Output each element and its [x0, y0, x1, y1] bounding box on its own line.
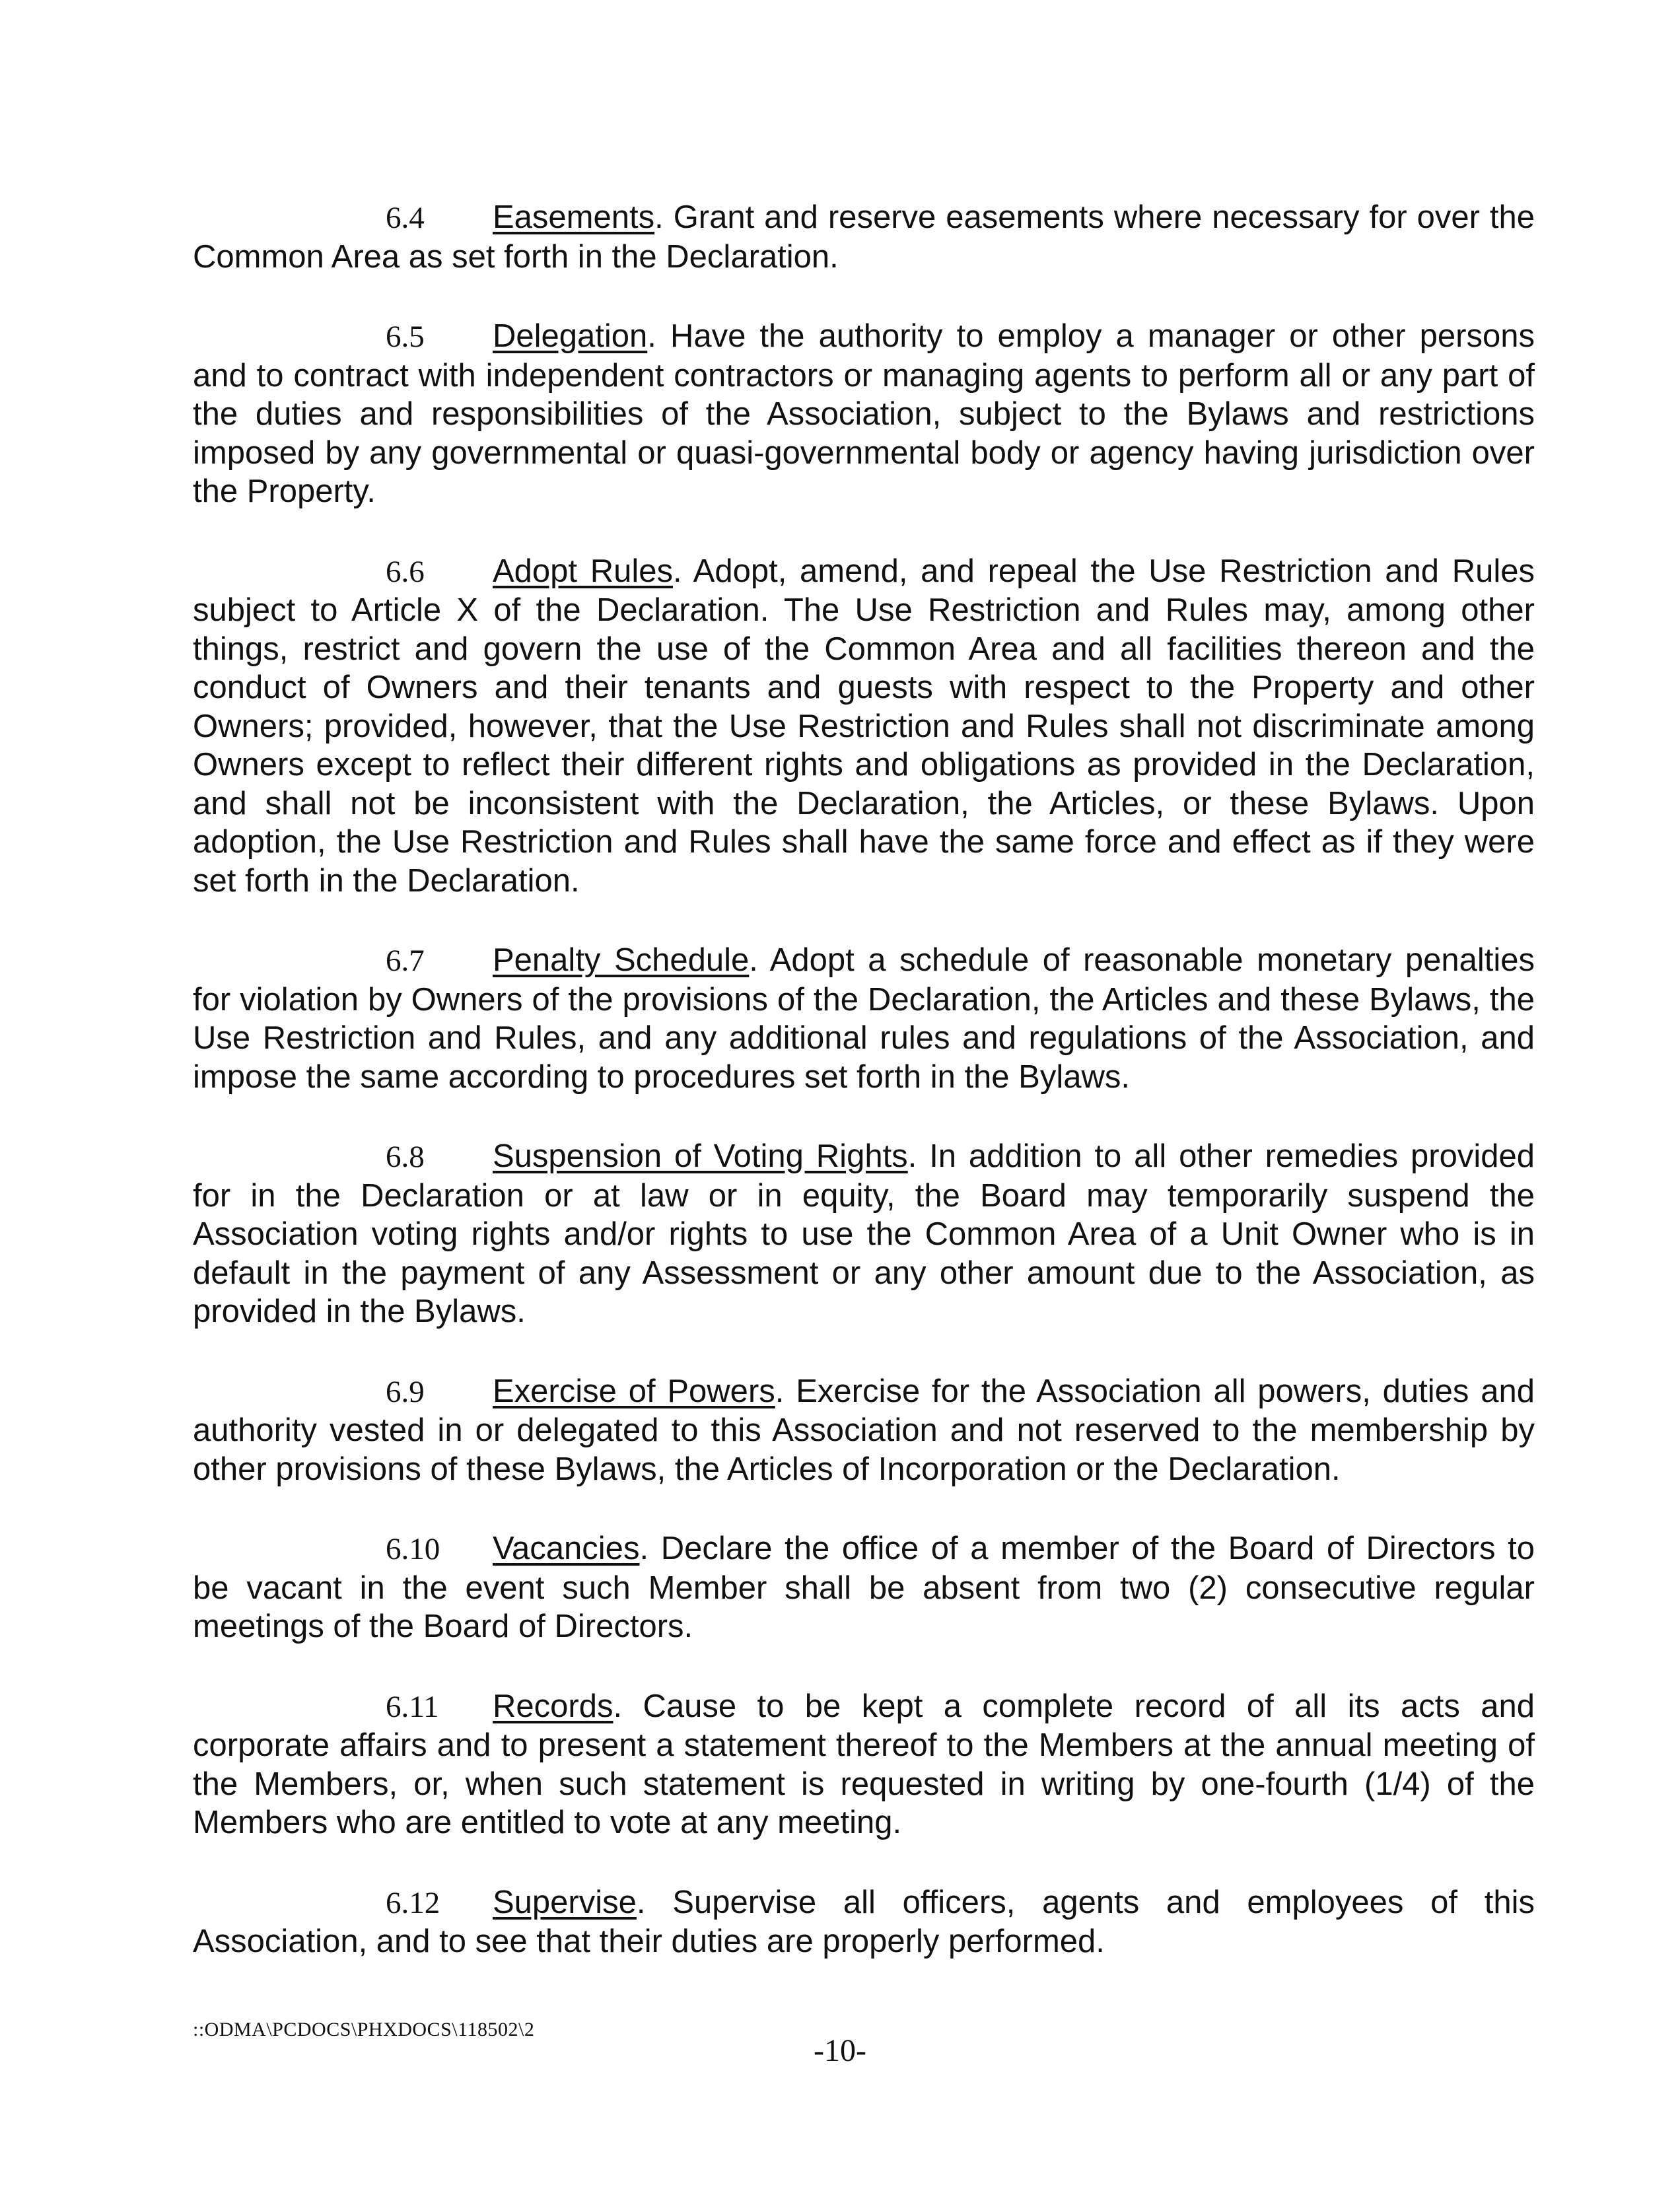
- section-text: Declare the office of a member of the Board of Directors to be vacant in the event such Member shall be absent from two (2) consecutive regular meetings of the Board of Directors.: [193, 1531, 1535, 1644]
- section-heading: Easements: [493, 199, 655, 235]
- section-6-9: 6.9 Exercise of Powers. Exercise for the Association all powers, duties and authority vested in or delegated to this Association and not reserved to the membership by other provisions of these Bylaws, the Articles of Incorporation or the Declaration.: [193, 1373, 1535, 1487]
- section-number: 6.8: [386, 1140, 425, 1174]
- section-number: 6.5: [386, 320, 425, 354]
- section-text: Cause to be kept a complete record of all its acts and corporate affairs and to present a statement thereof to the Members at the annual meeting of the Members, or, when such statement is requested in writing by one-fourth (1/4) of the Members who are entitled to vote at any meeting.: [193, 1688, 1535, 1840]
- section-number: 6.12: [386, 1885, 440, 1920]
- section-number: 6.4: [386, 201, 425, 235]
- section-text: Supervise all officers, agents and employees of this Association, and to see that their duties are properly performed.: [193, 1884, 1535, 1959]
- section-6-10: 6.10 Vacancies. Declare the office of a member of the Board of Directors to be vacant in the event such Member shall be absent from two (2) consecutive regular meetings of the Board of Directors.: [193, 1531, 1535, 1644]
- section-number: 6.10: [386, 1532, 440, 1566]
- section-text: In addition to all other remedies provided for in the Declaration or at law or in equity, the Board may temporarily suspend the Association voting rights and/or rights to use the Common Area of a Unit Owner who is in default in the payment of any Assessment or any other amount due to the Association, as provided in the Bylaws.: [193, 1138, 1535, 1329]
- section-text: Have the authority to employ a manager or other persons and to contract with independent contractors or managing agents to perform all or any part of the duties and responsibilities of the Association, subject to the Bylaws and restrictions imposed by any governmental or quasi-governmental body or agency having jurisdiction over the Property.: [193, 318, 1535, 509]
- section-6-12: 6.12 Supervise. Supervise all officers, agents and employees of this Association, and to see that their duties are properly performed.: [193, 1884, 1535, 1959]
- section-6-6: 6.6 Adopt Rules. Adopt, amend, and repeal the Use Restriction and Rules subject to Article X of the Declaration. The Use Restriction and Rules may, among other things, restrict and govern the use of the Common Area and all facilities thereon and the conduct of Owners and their tenants and guests with respect to the Property and other Owners; provided, however, that the Use Restriction and Rules shall not discriminate among Owners except to reflect their different rights and obligations as provided in the Declaration, and shall not be inconsistent with the Declaration, the Articles, or these Bylaws. Upon adoption, the Use Restriction and Rules shall have the same force and effect as if they were set forth in the Declaration.: [193, 553, 1535, 899]
- section-number: 6.7: [386, 944, 425, 978]
- section-6-11: 6.11 Records. Cause to be kept a complete record of all its acts and corporate affairs and to present a statement thereof to the Members at the annual meeting of the Members, or, when such statement is requested in writing by one-fourth (1/4) of the Members who are entitled to vote at any meeting.: [193, 1688, 1535, 1840]
- section-6-7: 6.7 Penalty Schedule. Adopt a schedule of reasonable monetary penalties for violation by Owners of the provisions of the Declaration, the Articles and these Bylaws, the Use Restriction and Rules, and any additional rules and regulations of the Association, and impose the same according to procedures set forth in the Bylaws.: [193, 942, 1535, 1095]
- section-heading: Delegation: [493, 318, 648, 354]
- section-heading: Vacancies: [493, 1531, 640, 1566]
- section-heading: Records: [493, 1688, 613, 1724]
- section-number: 6.9: [386, 1374, 425, 1409]
- section-text: Adopt, amend, and repeal the Use Restriction and Rules subject to Article X of the Declaration. The Use Restriction and Rules may, among other things, restrict and govern the use of the Common Area and all facilities thereon and the conduct of Owners and their tenants and guests with respect to the Property and other Owners; provided, however, that the Use Restriction and Rules shall not discriminate among Owners except to reflect their different rights and obligations as provided in the Declaration, and shall not be inconsistent with the Declaration, the Articles, or these Bylaws. Upon adoption, the Use Restriction and Rules shall have the same force and effect as if they were set forth in the Declaration.: [193, 553, 1535, 899]
- section-heading: Penalty Schedule: [493, 942, 750, 978]
- section-6-4: 6.4 Easements. Grant and reserve easements where necessary for over the Common Area as set forth in the Declaration.: [193, 199, 1535, 275]
- section-text: Adopt a schedule of reasonable monetary penalties for violation by Owners of the provisions of the Declaration, the Articles and these Bylaws, the Use Restriction and Rules, and any additional rules and regulations of the Association, and impose the same according to procedures set forth in the Bylaws.: [193, 942, 1535, 1095]
- document-id: ::ODMA\PCDOCS\PHXDOCS\118502\2: [193, 2019, 535, 2040]
- section-text: Exercise for the Association all powers, duties and authority vested in or delegated to this Association and not reserved to the membership by other provisions of these Bylaws, the Articles of Incorporation or the Declaration.: [193, 1373, 1535, 1487]
- section-number: 6.6: [386, 554, 425, 589]
- section-6-5: 6.5 Delegation. Have the authority to employ a manager or other persons and to contract with independent contractors or managing agents to perform all or any part of the duties and responsibilities of the Association, subject to the Bylaws and restrictions imposed by any governmental or quasi-governmental body or agency having jurisdiction over the Property.: [193, 318, 1535, 509]
- section-heading: Suspension of Voting Rights: [493, 1138, 908, 1174]
- section-number: 6.11: [386, 1689, 439, 1724]
- section-heading: Exercise of Powers: [493, 1373, 775, 1409]
- section-heading: Supervise: [493, 1884, 637, 1920]
- section-text: Grant and reserve easements where necessary for over the Common Area as set forth in the Declaration.: [193, 199, 1535, 275]
- section-heading: Adopt Rules: [493, 553, 674, 589]
- page-number: -10-: [814, 2033, 866, 2068]
- document-body: [193, 198, 1535, 2002]
- section-6-8: 6.8 Suspension of Voting Rights. In addition to all other remedies provided for in the Declaration or at law or in equity, the Board may temporarily suspend the Association voting rights and/or rights to use the Common Area of a Unit Owner who is in default in the payment of any Assessment or any other amount due to the Association, as provided in the Bylaws.: [193, 1138, 1535, 1329]
